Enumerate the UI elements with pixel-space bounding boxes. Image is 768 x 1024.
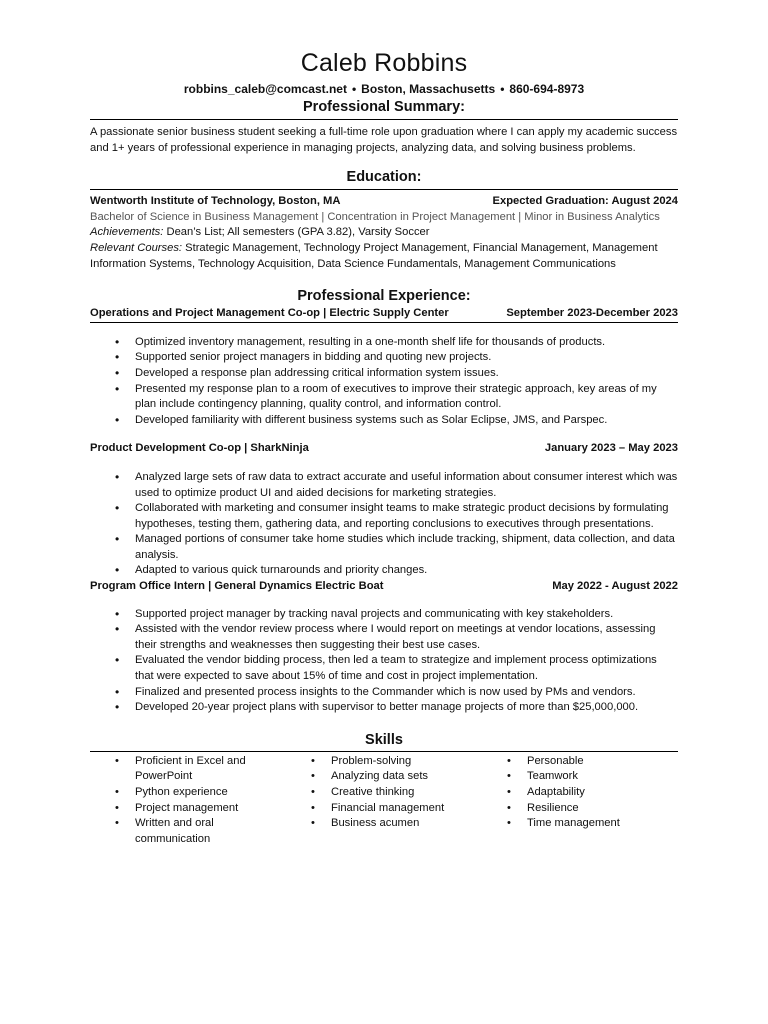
list-item: • Written and oral communication: [135, 816, 286, 847]
job-role: Program Office Intern | General Dynamics Electric Boat: [90, 580, 384, 593]
job-header-row: [90, 306, 678, 323]
graduation-date: Expected Graduation: August 2024: [492, 195, 678, 208]
job-header-row: [90, 579, 678, 595]
separator-dot: •: [500, 82, 505, 96]
list-item: • Business acumen: [331, 816, 482, 832]
job-bullet-list: [90, 335, 678, 429]
list-item: • Project management: [135, 801, 286, 817]
list-item: • Financial management: [331, 801, 482, 817]
degree-line: Bachelor of Science in Business Management | Concentration in Project Management | Minor in Business Analytics: [90, 210, 660, 223]
list-item: • Analyzed large sets of raw data to extract accurate and useful information about consumer interest which was used to optimize product UI and aided decisions for marketing strategies.: [135, 470, 678, 501]
list-item: • Proficient in Excel and PowerPoint: [135, 754, 286, 785]
skills-column: [286, 754, 482, 848]
contact-line: [90, 81, 678, 97]
list-item: • Creative thinking: [331, 785, 482, 801]
list-item: • Python experience: [135, 785, 286, 801]
list-item: • Resilience: [527, 801, 678, 817]
job-dates: May 2022 - August 2022: [552, 580, 678, 593]
contact-location: Boston, Massachusetts: [361, 82, 496, 96]
section-title-education: Education:: [90, 167, 678, 190]
list-item: • Presented my response plan to a room of executives to improve their strategic approach, key areas of my plan include contingency planning, quality control, and information control.: [135, 382, 678, 413]
list-item: • Collaborated with marketing and consumer insight teams to make strategic product decisions by formulating hypotheses, testing them, gathering data, and reporting conclusions to executives through presentations.: [135, 501, 678, 532]
achievements-line: [90, 225, 678, 241]
list-item: • Developed 20-year project plans with supervisor to better manage projects of more than $25,000,000.: [135, 700, 678, 716]
summary-text: A passionate senior business student seeking a full-time role upon graduation where I can apply my academic success and 1+ years of professional experience in managing projects, analyzing data, and solving business problems.: [90, 126, 678, 154]
job-dates: September 2023-December 2023: [506, 307, 678, 320]
list-item: • Supported senior project managers in bidding and quoting new projects.: [135, 350, 678, 366]
job-role: Operations and Project Management Co-op | Electric Supply Center: [90, 307, 449, 320]
list-item: • Supported project manager by tracking naval projects and communicating with key stakeholders.: [135, 607, 678, 623]
skills-grid: [90, 752, 678, 848]
job-header-row: [90, 441, 678, 457]
job-bullet-list: [90, 470, 678, 579]
section-title-skills: Skills: [90, 730, 678, 752]
job-bullet-list: [90, 607, 678, 716]
candidate-name: Caleb Robbins: [300, 49, 468, 77]
list-item: • Adapted to various quick turnarounds and priority changes.: [135, 563, 678, 579]
education-header-row: [90, 194, 678, 210]
job-role: Product Development Co-op | SharkNinja: [90, 442, 309, 455]
list-item: • Finalized and presented process insights to the Commander which is now used by PMs and vendors.: [135, 685, 678, 701]
list-item: • Optimized inventory management, resulting in a one-month shelf life for thousands of products.: [135, 335, 678, 351]
courses-label: Relevant Courses:: [90, 241, 183, 254]
courses-text: Strategic Management, Technology Project Management, Financial Management, Management Information Systems, Technology Acquisition, Data Science Fundamentals, Management Communications: [90, 241, 658, 270]
job-dates: January 2023 – May 2023: [544, 442, 678, 455]
list-item: • Evaluated the vendor bidding process, then led a team to strategize and implement process optimizations that were expected to save about 15% of time and cost in project implementation.: [135, 653, 678, 684]
courses-line: [90, 241, 678, 272]
list-item: • Analyzing data sets: [331, 769, 482, 785]
skills-column: [90, 754, 286, 848]
list-item: • Developed familiarity with different business systems such as Solar Eclipse, JMS, and Parspec.: [135, 413, 678, 429]
school-name: Wentworth Institute of Technology, Boston, MA: [90, 195, 341, 208]
list-item: • Time management: [527, 816, 678, 832]
achievements-label: Achievements:: [90, 226, 164, 239]
contact-email[interactable]: robbins_caleb@comcast.net: [183, 82, 347, 96]
list-item: • Developed a response plan addressing critical information system issues.: [135, 366, 678, 382]
achievements-text: Dean’s List; All semesters (GPA 3.82), Varsity Soccer: [163, 226, 430, 239]
section-title-experience: Professional Experience:: [297, 288, 471, 305]
list-item: • Problem-solving: [331, 754, 482, 770]
skills-column: [482, 754, 678, 848]
section-title-summary: Professional Summary:: [90, 97, 678, 120]
list-item: • Managed portions of consumer take home studies which include tracking, shipment, data collection, and data analysis.: [135, 532, 678, 563]
list-item: • Teamwork: [527, 769, 678, 785]
separator-dot: •: [351, 82, 357, 96]
list-item: • Assisted with the vendor review process where I would report on meetings at vendor locations, assessing their strengths and weaknesses then suggesting their best use cases.: [135, 622, 678, 653]
list-item: • Adaptability: [527, 785, 678, 801]
contact-phone[interactable]: 860-694-8973: [509, 82, 585, 96]
list-item: • Personable: [527, 754, 678, 770]
